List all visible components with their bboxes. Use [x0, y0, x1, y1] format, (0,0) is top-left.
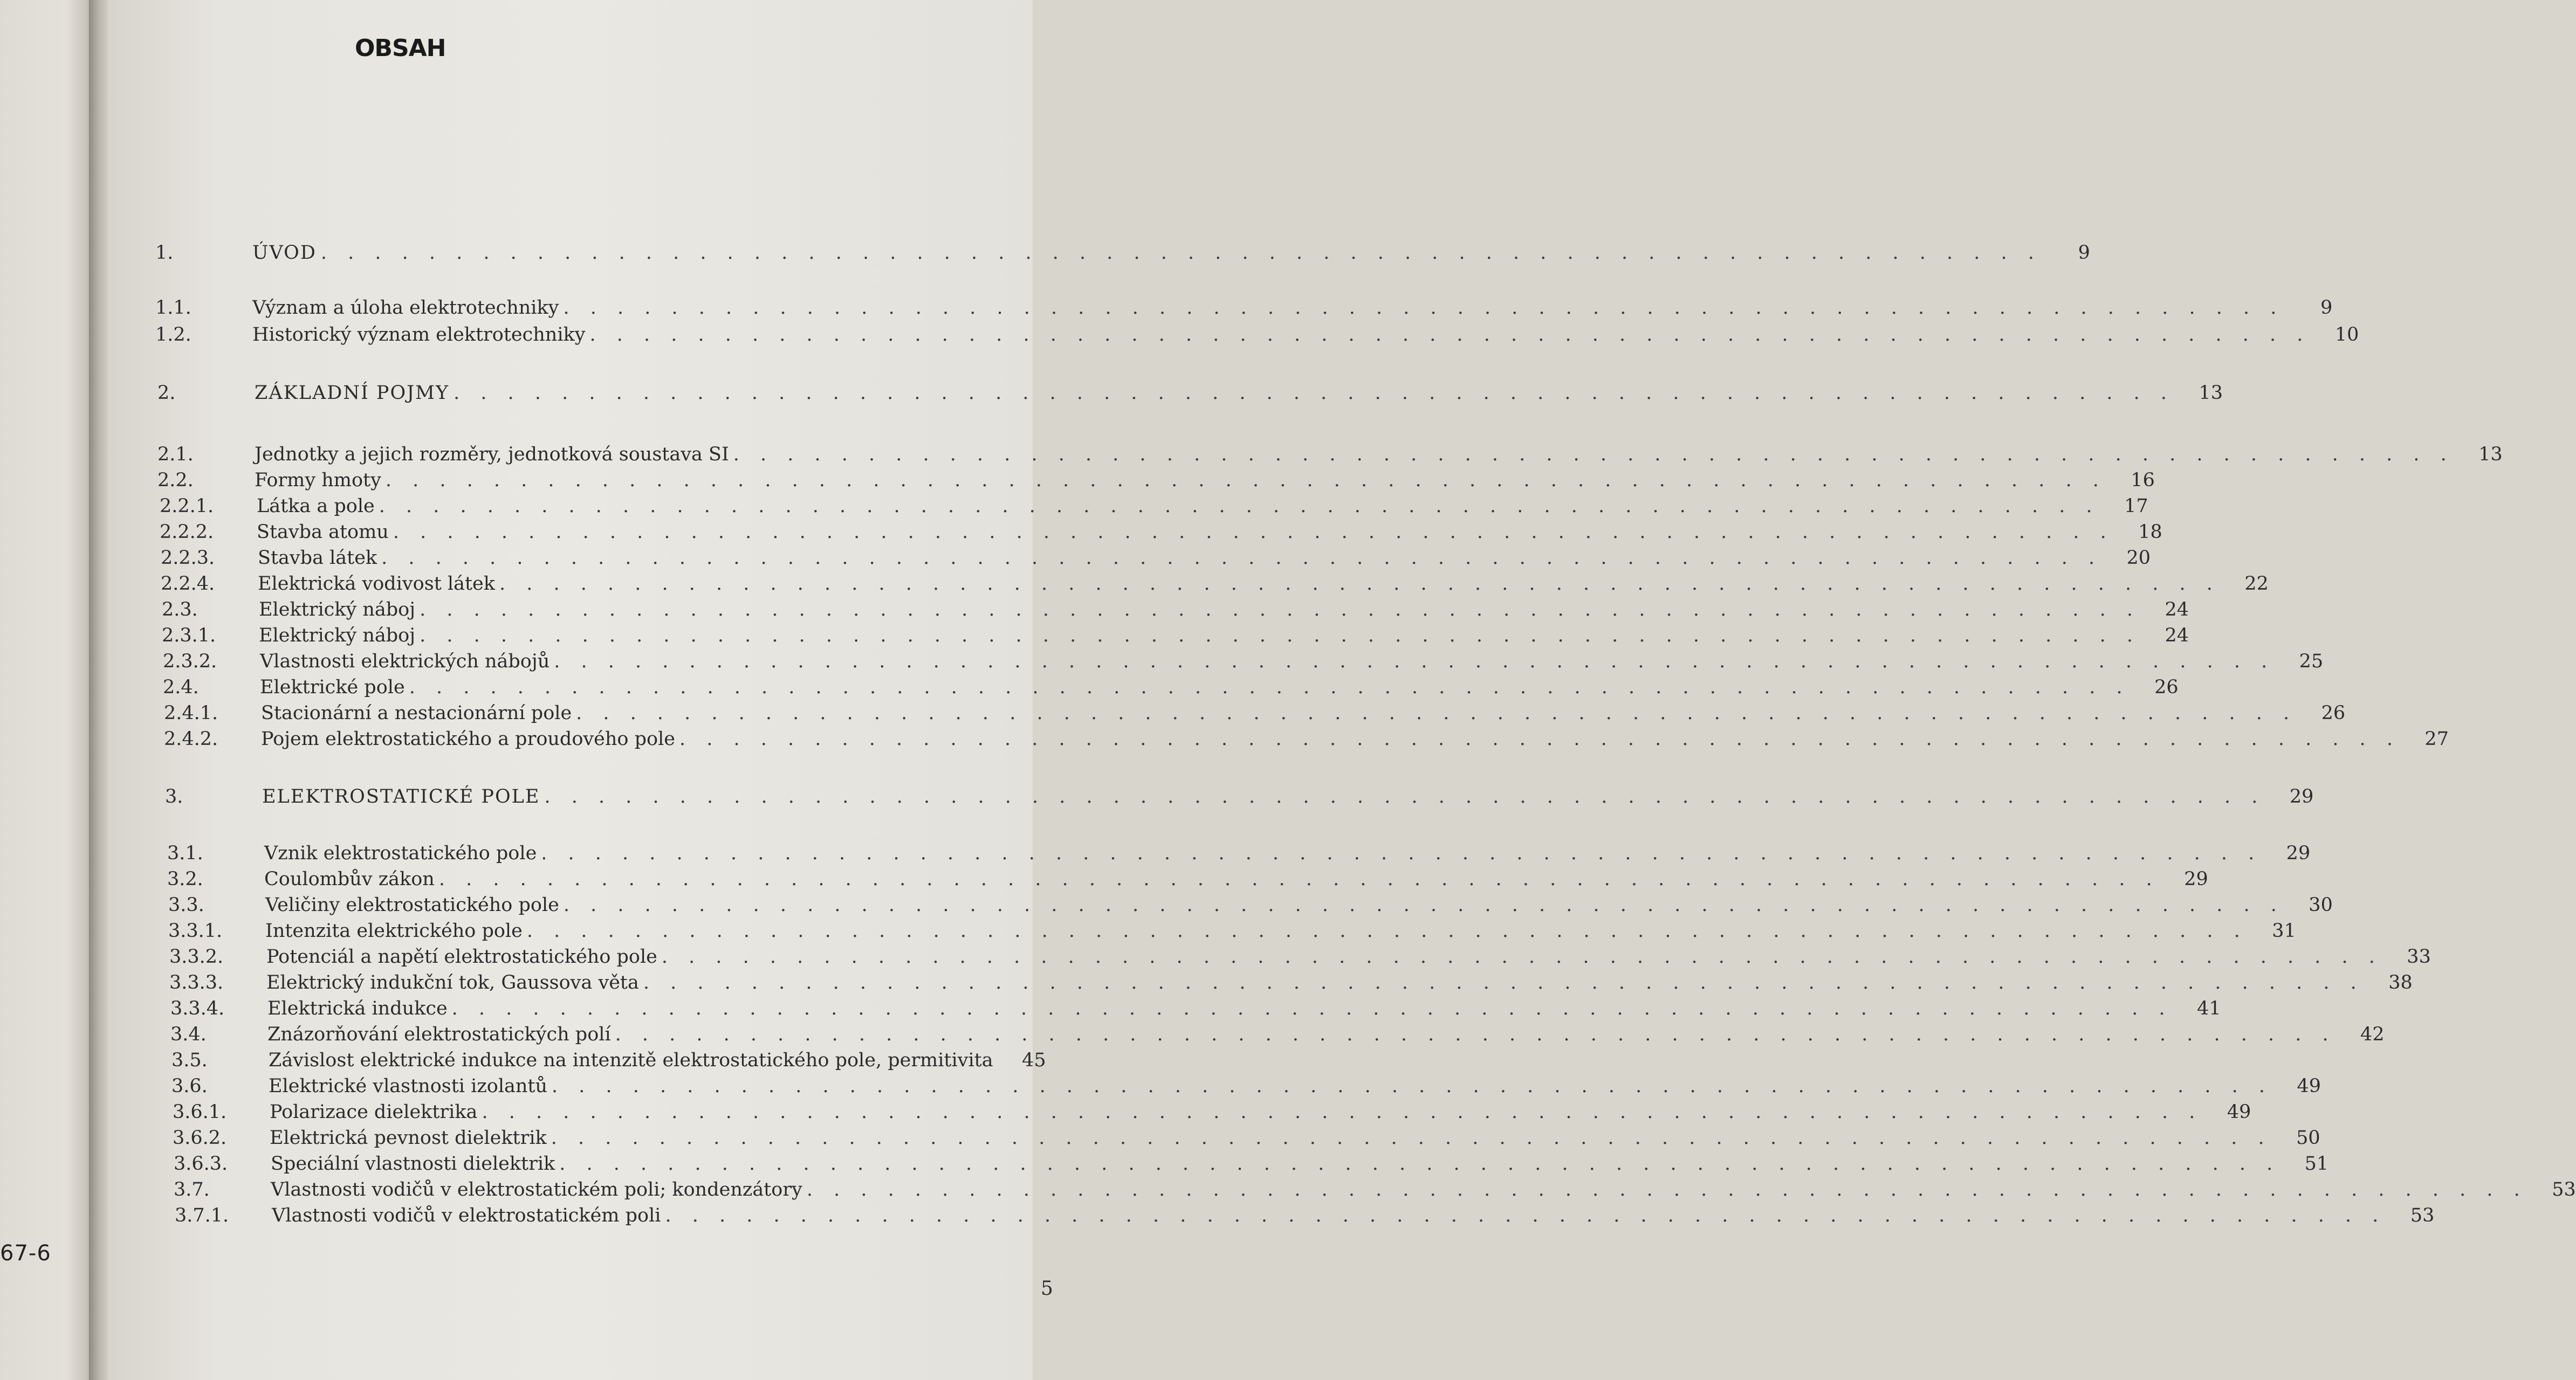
toc-dot-leader [733, 443, 2454, 466]
toc-entry-page: 22 [2244, 573, 2269, 595]
toc-entry-title: Vlastnosti elektrických nábojů [260, 651, 550, 672]
toc-row [163, 650, 2324, 673]
toc-dot-leader [499, 572, 2220, 595]
toc-entry-number: 3.3.2. [169, 946, 224, 968]
toc-entry-number: 2.3.2. [163, 651, 217, 672]
toc-dot-leader [452, 997, 2173, 1020]
toc-row [170, 997, 2221, 1020]
toc-entry-page: 29 [2286, 843, 2311, 864]
toc-entry-number: 3.7.1. [175, 1205, 229, 1226]
toc-dot-leader [482, 1101, 2202, 1123]
toc-dot-leader [381, 547, 2102, 569]
toc-entry-page: 42 [2360, 1024, 2385, 1045]
page-title: OBSAH [355, 34, 446, 62]
toc-entry-page: 53 [2410, 1205, 2435, 1226]
toc-dot-leader [439, 868, 2160, 891]
toc-entry-title: Formy hmoty [255, 470, 381, 491]
toc-entry-title: Elektrická indukce [267, 998, 448, 1019]
toc-entry-page: 25 [2299, 651, 2324, 672]
toc-row [160, 495, 2148, 518]
toc-row [155, 323, 2359, 346]
toc-entry-title: Význam a úloha elektrotechniky [252, 297, 559, 319]
toc-entry-number: 3.6.2. [173, 1127, 227, 1149]
toc-row [169, 946, 2431, 968]
toc-dot-leader [564, 894, 2284, 916]
toc-entry-title: ELEKTROSTATICKÉ POLE [262, 786, 540, 808]
toc-entry-title: Potenciál a napětí elektrostatického pole [266, 946, 657, 968]
toc-entry-page: 33 [2407, 946, 2431, 968]
toc-dot-leader [420, 624, 2140, 647]
toc-entry-title: Jednotky a jejich rozměry, jednotková soustava SI [255, 444, 729, 465]
toc-dot-leader [615, 1023, 2336, 1046]
toc-entry-page: 24 [2165, 599, 2189, 620]
toc-entry-page: 16 [2131, 470, 2155, 491]
toc-entry-page: 13 [2478, 444, 2503, 465]
toc-entry-number: 3.3.3. [169, 972, 224, 993]
toc-entry-page: 27 [2424, 728, 2449, 750]
toc-entry-number: 2.2.3. [161, 547, 215, 569]
toc-row [155, 296, 2333, 319]
toc-entry-page: 18 [2138, 521, 2162, 543]
toc-entry-page: 51 [2304, 1153, 2329, 1175]
left-page-folio: 67-6 [0, 1241, 51, 1266]
toc-dot-leader [665, 1204, 2386, 1227]
toc-entry-title: ZÁKLADNÍ POJMY [255, 382, 450, 404]
toc-entry-number: 2.3. [162, 599, 198, 620]
toc-entry-title: Polarizace dielektrika [270, 1101, 478, 1123]
toc-dot-leader [559, 1153, 2280, 1175]
toc-entry-number: 2. [157, 382, 176, 404]
toc-entry-page: 49 [2227, 1101, 2251, 1123]
toc-entry-page: 50 [2296, 1127, 2320, 1149]
toc-entry-title: Stavba atomu [257, 521, 389, 543]
toc-entry-number: 3.6.3. [174, 1153, 228, 1175]
toc-dot-leader [662, 946, 2382, 968]
toc-row [161, 547, 2151, 569]
toc-row [168, 894, 2333, 916]
toc-dot-leader [576, 702, 2297, 724]
toc-entry-title: Elektrické vlastnosti izolantů [269, 1075, 548, 1097]
toc-entry-number: 3.3.4. [170, 998, 225, 1019]
toc-entry-page: 38 [2388, 972, 2413, 993]
toc-entry-title: Veličiny elektrostatického pole [265, 894, 559, 916]
toc-dot-leader [386, 469, 2106, 492]
toc-row [169, 971, 2413, 994]
toc-entry-page: 29 [2289, 786, 2314, 808]
toc-entry-page: 10 [2334, 324, 2359, 346]
toc-entry-page: 29 [2184, 868, 2208, 890]
toc-entry-page: 30 [2309, 894, 2333, 916]
toc-dot-leader [454, 382, 2174, 404]
toc-dot-leader [807, 1178, 2527, 1201]
toc-dot-leader [321, 242, 2042, 264]
toc-entry-title: Vlastnosti vodičů v elektrostatickém poli; kondenzátory [271, 1179, 802, 1200]
toc-entry-number: 3.1. [167, 843, 203, 864]
toc-entry-page: 9 [2320, 297, 2333, 319]
toc-entry-title: Elektrický náboj [259, 599, 416, 620]
toc-entry-number: 3.5. [171, 1050, 208, 1071]
toc-entry-page: 49 [2297, 1075, 2321, 1097]
toc-entry-number: 2.4.2. [164, 728, 218, 750]
toc-entry-number: 2.3.1. [162, 625, 216, 646]
toc-entry-title: Látka a pole [257, 495, 375, 517]
toc-entry-number: 2.4. [163, 677, 199, 698]
toc-entry-page: 45 [1022, 1050, 1046, 1071]
toc-entry-number: 3.7. [174, 1179, 210, 1200]
toc-entry-number: 3.6.1. [173, 1101, 227, 1123]
toc-entry-title: Vlastnosti vodičů v elektrostatickém poli [272, 1205, 661, 1226]
toc-dot-leader [643, 971, 2364, 994]
toc-dot-leader [544, 785, 2265, 808]
toc-entry-page: 20 [2126, 547, 2151, 569]
toc-entry-number: 1.2. [155, 324, 191, 346]
toc-entry-title: Závislost elektrické indukce na intenzitě elektrostatického pole, permitivita [269, 1050, 993, 1071]
toc-row [161, 572, 2269, 595]
book-gutter [89, 0, 111, 1380]
toc-entry-number: 2.4.1. [164, 702, 218, 724]
toc-dot-leader [420, 598, 2140, 621]
toc-entry-number: 2.2.1. [160, 495, 214, 517]
toc-row [174, 1178, 2576, 1201]
toc-entry-title: Coulombův zákon [264, 868, 435, 890]
toc-row [171, 1075, 2321, 1098]
toc-row [157, 443, 2503, 466]
toc-entry-number: 2.1. [157, 444, 194, 465]
toc-row [162, 624, 2189, 647]
toc-row [163, 676, 2179, 699]
toc-entry-page: 26 [2321, 702, 2346, 724]
toc-entry-page: 17 [2124, 495, 2148, 517]
toc-entry-page: 53 [2552, 1179, 2576, 1200]
toc-chapter-row [157, 382, 2223, 404]
toc-entry-number: 3.3.1. [168, 920, 223, 942]
toc-entry-title: Elektrické pole [260, 677, 405, 698]
toc-entry-title: Elektrický indukční tok, Gaussova věta [266, 972, 639, 993]
toc-entry-number: 1. [155, 242, 174, 264]
toc-dot-leader [679, 728, 2400, 750]
toc-entry-title: Pojem elektrostatického a proudového pole [261, 728, 676, 750]
toc-row [164, 702, 2346, 724]
toc-entry-number: 2.2.4. [161, 573, 215, 595]
toc-row [173, 1101, 2251, 1123]
toc-row [162, 598, 2189, 621]
toc-row [157, 469, 2155, 492]
toc-entry-number: 2.2.2. [160, 521, 214, 543]
toc-entry-title: Stacionární a nestacionární pole [261, 702, 572, 724]
toc-row [170, 1023, 2385, 1046]
toc-entry-number: 3.3. [168, 894, 204, 916]
toc-entry-title: ÚVOD [252, 242, 317, 264]
toc-entry-page: 26 [2154, 677, 2179, 698]
toc-row [167, 842, 2311, 865]
toc-entry-title: Stavba látek [258, 547, 377, 569]
toc-entry-title: Vznik elektrostatického pole [264, 843, 537, 864]
toc-row [171, 1049, 1046, 1072]
toc-entry-page: 9 [2078, 242, 2090, 264]
toc-dot-leader [552, 1075, 2272, 1098]
toc-row [175, 1204, 2435, 1227]
toc-row [173, 1127, 2320, 1149]
toc-entry-page: 41 [2197, 998, 2221, 1019]
toc-chapter-row [165, 785, 2314, 808]
toc-dot-leader [379, 495, 2100, 518]
toc-page [108, 0, 2576, 1380]
toc-chapter-row [155, 242, 2090, 264]
toc-row [168, 920, 2296, 942]
toc-row [164, 728, 2449, 750]
toc-entry-title: Speciální vlastnosti dielektrik [271, 1153, 555, 1175]
toc-entry-title: Elektrická vodivost látek [258, 573, 495, 595]
toc-entry-number: 3.2. [167, 868, 203, 890]
toc-dot-leader [551, 1127, 2272, 1149]
toc-entry-page: 24 [2165, 625, 2189, 646]
toc-entry-number: 2.2. [157, 470, 194, 491]
toc-entry-title: Elektrický náboj [259, 625, 416, 646]
toc-entry-title: Elektrická pevnost dielektrik [270, 1127, 547, 1149]
toc-entry-number: 3.4. [170, 1024, 207, 1045]
toc-row [167, 868, 2208, 891]
toc-entry-title: Intenzita elektrického pole [265, 920, 523, 942]
toc-dot-leader [554, 650, 2275, 673]
toc-dot-leader [393, 521, 2114, 543]
toc-dot-leader [527, 920, 2248, 942]
toc-entry-number: 1.1. [155, 297, 191, 319]
toc-row [174, 1153, 2329, 1175]
left-page [0, 0, 94, 1380]
page-number: 5 [1041, 1278, 1053, 1300]
toc-dot-leader [541, 842, 2262, 865]
toc-dot-leader [563, 296, 2284, 319]
toc-row [160, 521, 2162, 543]
toc-entry-page: 31 [2272, 920, 2296, 942]
toc-entry-page: 13 [2199, 382, 2223, 404]
toc-entry-number: 3. [165, 786, 183, 808]
toc-entry-number: 3.6. [171, 1075, 208, 1097]
toc-dot-leader [409, 676, 2130, 699]
toc-entry-title: Znázorňování elektrostatických polí [267, 1024, 611, 1045]
toc-dot-leader [590, 323, 2311, 346]
toc-entry-title: Historický význam elektrotechniky [252, 324, 586, 346]
